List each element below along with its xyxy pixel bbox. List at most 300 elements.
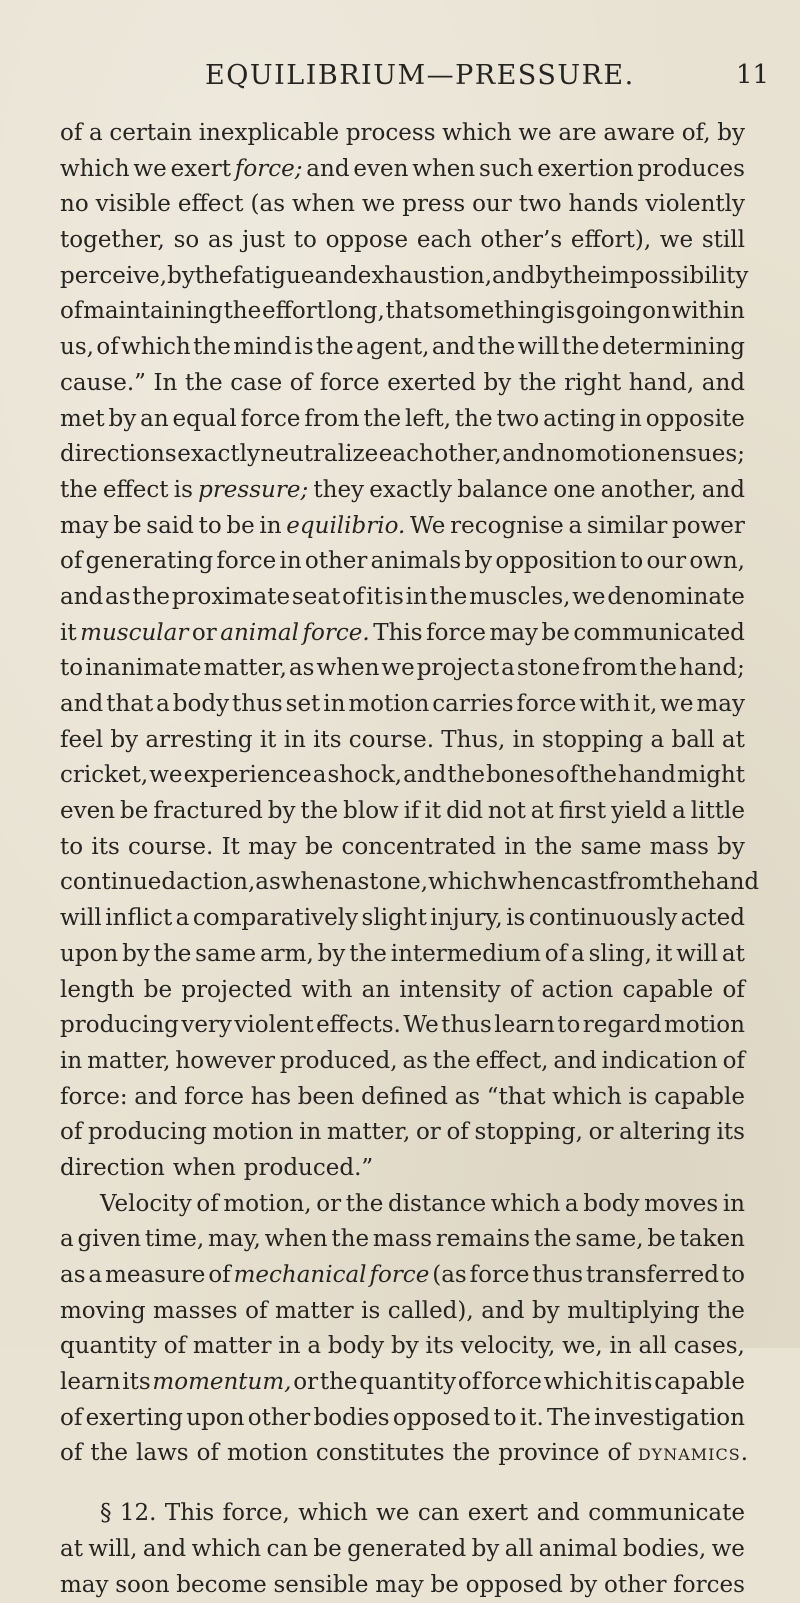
word: same, [575, 1222, 643, 1258]
word: the [331, 1222, 369, 1258]
word: by [570, 1568, 598, 1603]
word: action [541, 973, 613, 1009]
word: other [248, 1401, 311, 1437]
word: be [226, 509, 254, 545]
word: with [301, 973, 352, 1009]
word: or [416, 1115, 441, 1151]
word: similar [587, 509, 667, 545]
word: 12. [120, 1496, 157, 1532]
word: so [174, 223, 200, 259]
word: when [265, 1222, 328, 1258]
paragraph-gap [60, 1472, 745, 1496]
word: body [173, 687, 229, 723]
word: body [583, 1187, 639, 1223]
word: measure [105, 1258, 205, 1294]
word: hand; [679, 651, 745, 687]
word: we [660, 687, 693, 723]
text-line [60, 223, 745, 259]
word: exerted [387, 366, 476, 402]
word: arresting [145, 723, 252, 759]
text-line [60, 1222, 745, 1258]
word: force [482, 1365, 542, 1401]
word: sling, [589, 937, 652, 973]
word: generated [347, 1532, 466, 1568]
word: our [472, 187, 512, 223]
word: no [546, 437, 575, 473]
word: it, [633, 687, 657, 723]
text-line [60, 580, 745, 616]
word: mass [373, 1222, 432, 1258]
word: mind [233, 330, 292, 366]
text-line [60, 1436, 745, 1472]
word: given [78, 1222, 142, 1258]
word: to [60, 830, 83, 866]
word: agent, [356, 330, 429, 366]
word: power [672, 509, 745, 545]
word: of [556, 758, 578, 794]
word: to [60, 651, 83, 687]
word: of [60, 544, 82, 580]
word: capable [654, 1080, 745, 1116]
word: proximate [172, 580, 290, 616]
word: by [109, 402, 137, 438]
word: the [193, 330, 231, 366]
word: the [316, 330, 354, 366]
word: of [197, 1436, 219, 1472]
word: it [60, 616, 77, 652]
word: can [267, 1532, 308, 1568]
word: effect, [476, 1044, 549, 1080]
word: the [363, 402, 401, 438]
word: a [88, 1258, 102, 1294]
word: concentrated [342, 830, 496, 866]
word: opposed [393, 1401, 490, 1437]
word: will [518, 330, 560, 366]
word: animals [371, 544, 462, 580]
word: has [251, 1080, 291, 1116]
word: us, [60, 330, 94, 366]
word: even [353, 152, 408, 188]
text-line [60, 1365, 745, 1401]
word: little [691, 794, 745, 830]
word: motion [227, 1436, 308, 1472]
word: the [349, 937, 387, 973]
word: be [431, 1568, 459, 1603]
word: the [535, 830, 573, 866]
word: motion [213, 1115, 294, 1151]
word: investigation [594, 1401, 745, 1437]
word: constitutes [316, 1436, 445, 1472]
word: by [472, 1532, 500, 1568]
word: might [677, 758, 745, 794]
word: may [60, 1568, 109, 1603]
word: bodies, [623, 1532, 706, 1568]
word: long, [327, 294, 385, 330]
word: still [702, 223, 745, 259]
word: will, [88, 1532, 137, 1568]
word: when [412, 152, 475, 188]
word: carries [432, 687, 513, 723]
word: fatigue [232, 259, 314, 295]
word: continuously [529, 901, 678, 937]
word: hand, [629, 366, 694, 402]
word: which [442, 116, 512, 152]
word: together, [60, 223, 165, 259]
word: The [547, 1401, 591, 1437]
word: and [432, 330, 475, 366]
word: laws [136, 1436, 189, 1472]
word: which [192, 1532, 262, 1568]
word: force [517, 687, 577, 723]
word: the [563, 259, 601, 295]
word: moves [644, 1187, 718, 1223]
word: masses [153, 1294, 238, 1330]
word: we [660, 223, 693, 259]
word: a [501, 651, 515, 687]
word: the [453, 1436, 491, 1472]
word: at [722, 723, 745, 759]
word: or [316, 1187, 341, 1223]
word: be [305, 830, 333, 866]
word: the [478, 330, 516, 366]
word: distance [388, 1187, 486, 1223]
running-title: EQUILIBRIUM—PRESSURE. [205, 62, 635, 89]
text-line [60, 294, 745, 330]
word: to [557, 1008, 580, 1044]
word: momentum, [152, 1365, 291, 1401]
word: a [672, 794, 686, 830]
word: force; [235, 152, 303, 188]
word: when [281, 865, 344, 901]
word: by [717, 116, 745, 152]
word: same [581, 830, 642, 866]
word: in [504, 830, 526, 866]
word: by [484, 366, 512, 402]
word: may [60, 509, 109, 545]
word: by [110, 723, 138, 759]
word: is [385, 580, 404, 616]
word: capable [654, 1365, 745, 1401]
word: if [404, 794, 420, 830]
word: force [184, 1080, 244, 1116]
word: generating [86, 544, 214, 580]
word: as [208, 223, 234, 259]
word: may, [208, 1222, 261, 1258]
word: forces [673, 1568, 745, 1603]
word: in [299, 1115, 321, 1151]
word: motion [575, 437, 656, 473]
word: action, [176, 865, 255, 901]
word: will [60, 901, 102, 937]
word: and [702, 473, 745, 509]
word: project [417, 651, 499, 687]
word: is [174, 473, 193, 509]
word: thus [532, 1258, 583, 1294]
word: they [313, 473, 364, 509]
word: stone [517, 651, 580, 687]
word: defined [361, 1080, 448, 1116]
word: own, [689, 544, 745, 580]
word: exert [468, 1496, 528, 1532]
word: or [589, 1115, 614, 1151]
text-line [60, 1080, 745, 1116]
word: the [433, 1044, 471, 1080]
word: which [60, 152, 130, 188]
word: a [313, 758, 327, 794]
word: muscles, [469, 580, 570, 616]
word: pressure; [198, 473, 308, 509]
body-text [60, 116, 745, 1603]
word: communicated [573, 616, 745, 652]
page-header [0, 62, 800, 102]
word: yield [611, 794, 667, 830]
word: impossibility [601, 259, 749, 295]
word: and [60, 580, 103, 616]
word: opposite [646, 402, 745, 438]
word: in [280, 544, 302, 580]
word: in [284, 723, 306, 759]
word: learn [60, 1365, 121, 1401]
word: quantity [359, 1365, 456, 1401]
word: at [60, 1532, 83, 1568]
word: when [173, 1151, 236, 1187]
word: the [519, 366, 557, 402]
word: matter [193, 1329, 272, 1365]
word: animal [220, 616, 299, 652]
word: and [502, 437, 545, 473]
text-line [60, 187, 745, 223]
word: This [165, 1496, 214, 1532]
word: in [259, 509, 281, 545]
word: exactly [369, 473, 452, 509]
word: going [576, 294, 641, 330]
word: of [164, 1329, 186, 1365]
word: exerting [86, 1401, 183, 1437]
word: by [464, 544, 492, 580]
word: a [344, 865, 358, 901]
word: inexplicable [199, 116, 339, 152]
word: and [143, 1532, 186, 1568]
word: the [430, 580, 468, 616]
word: can [418, 1496, 459, 1532]
word: quantity [60, 1329, 157, 1365]
word: effort [262, 294, 326, 330]
word: it [260, 723, 277, 759]
word: just [242, 223, 285, 259]
word: effect [178, 187, 244, 223]
word: aware [603, 116, 675, 152]
word: which [552, 1080, 622, 1116]
word: cricket, [60, 758, 148, 794]
word: ensues; [657, 437, 745, 473]
text-line [60, 758, 745, 794]
word: by [717, 830, 745, 866]
word: force [241, 402, 301, 438]
word: other’s [481, 223, 563, 259]
word: we [518, 116, 551, 152]
word: other [305, 544, 368, 580]
word: that [386, 294, 433, 330]
word: its [426, 1329, 454, 1365]
text-line [60, 116, 745, 152]
word: be [113, 509, 141, 545]
word: are [558, 116, 596, 152]
text-line [60, 937, 745, 973]
word: matter [275, 1294, 354, 1330]
word: matter, [87, 1044, 170, 1080]
word: the [185, 366, 223, 402]
text-line [60, 330, 745, 366]
word: we [376, 1496, 409, 1532]
word: left, [405, 402, 451, 438]
word: continued [60, 865, 176, 901]
word: direction [60, 1151, 165, 1187]
word: moving [60, 1294, 146, 1330]
word: communicate [588, 1496, 745, 1532]
word: another, [601, 473, 697, 509]
word: one [553, 473, 595, 509]
word: denominate [607, 580, 745, 616]
word: may [248, 830, 297, 866]
word: dynamics. [638, 1436, 749, 1472]
word: of [60, 1401, 82, 1437]
word: of [196, 1187, 218, 1223]
word: acting [543, 402, 616, 438]
word: stopping, [474, 1115, 583, 1151]
word: multiplying [567, 1294, 700, 1330]
text-line [60, 437, 745, 473]
word: taken [680, 1222, 745, 1258]
text-line [60, 366, 745, 402]
word: such [479, 152, 533, 188]
word: length [60, 973, 135, 1009]
word: to [722, 1258, 745, 1294]
word: from [582, 651, 637, 687]
text-line [60, 794, 745, 830]
word: of [607, 1436, 629, 1472]
word: § [100, 1496, 112, 1532]
word: velocity, [461, 1329, 556, 1365]
word: all [638, 1329, 666, 1365]
word: at [722, 937, 745, 973]
word: by [391, 1329, 419, 1365]
word: of [96, 330, 118, 366]
word: seat [292, 580, 340, 616]
word: an [362, 973, 391, 1009]
text-line [60, 1008, 745, 1044]
word: its [122, 1365, 150, 1401]
text-line [60, 616, 745, 652]
word: inanimate [85, 651, 201, 687]
word: determining [602, 330, 745, 366]
word: set [286, 687, 321, 723]
word: be [647, 1222, 675, 1258]
word: its [313, 723, 341, 759]
word: we, [562, 1329, 603, 1365]
word: and [537, 1496, 580, 1532]
word: stopping [542, 723, 643, 759]
word: the [320, 1365, 358, 1401]
word: other, [434, 437, 501, 473]
word: by [167, 259, 195, 295]
word: neutralize [261, 437, 379, 473]
word: each [379, 437, 434, 473]
word: in [610, 1329, 632, 1365]
word: the [224, 294, 262, 330]
word: a [89, 116, 103, 152]
word: the [639, 651, 677, 687]
word: intensity [399, 973, 500, 1009]
word: two [519, 187, 562, 223]
word: become [176, 1568, 266, 1603]
word: the [90, 1436, 128, 1472]
word: when [292, 187, 355, 223]
text-line [60, 1115, 745, 1151]
word: course. [349, 723, 434, 759]
text-line [60, 544, 745, 580]
word: and [134, 1080, 177, 1116]
word: a [651, 723, 665, 759]
word: body [328, 1329, 384, 1365]
word: in [60, 1044, 82, 1080]
word: a [569, 509, 583, 545]
word: of [245, 1294, 267, 1330]
word: the [447, 758, 485, 794]
word: directions [60, 437, 177, 473]
word: it. [520, 1401, 544, 1437]
word: bodies [314, 1401, 390, 1437]
word: and [403, 758, 446, 794]
word: a [60, 1222, 74, 1258]
word: to [199, 509, 222, 545]
word: (as [432, 1258, 467, 1294]
word: first [559, 794, 606, 830]
word: in [278, 1329, 300, 1365]
word: called), [388, 1294, 474, 1330]
word: produced.” [244, 1151, 373, 1187]
word: mechanical [234, 1258, 367, 1294]
word: cases, [674, 1329, 745, 1365]
word: within [672, 294, 745, 330]
word: violent [234, 1008, 313, 1044]
text-line [60, 901, 745, 937]
word: met [60, 402, 105, 438]
word: may [375, 1568, 424, 1603]
word: may [489, 616, 538, 652]
word: with [579, 687, 630, 723]
word: each [417, 223, 472, 259]
word: learn [494, 1008, 555, 1044]
word: as [455, 1080, 481, 1116]
word: arm, [260, 937, 314, 973]
word: force [426, 616, 486, 652]
word: opposition [495, 544, 617, 580]
word: the [455, 402, 493, 438]
word: cause.” [60, 366, 146, 402]
word: as [105, 580, 131, 616]
word: the [707, 1294, 745, 1330]
word: maintaining [83, 294, 223, 330]
word: did [446, 794, 483, 830]
word: projected [181, 973, 292, 1009]
word: we [362, 187, 395, 223]
word: it [615, 1365, 632, 1401]
word: fractured [153, 794, 263, 830]
word: certain [109, 116, 192, 152]
text-line [60, 1401, 745, 1437]
word: mass [650, 830, 709, 866]
word: we [572, 580, 605, 616]
